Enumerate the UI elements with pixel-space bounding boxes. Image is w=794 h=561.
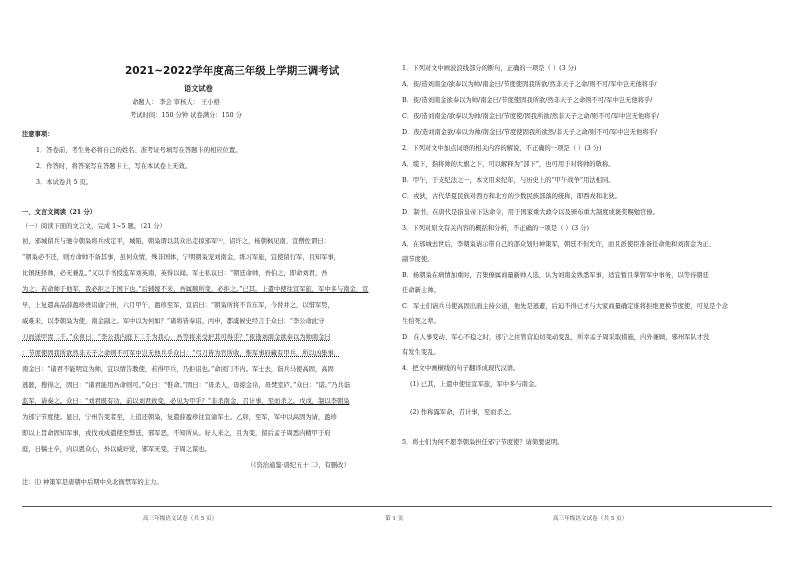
passage-line: 为之；若命帅于他军，我必拒之于国下也。”后辅嫁不来，吾属顺所变，必拒之。”已其。上遣中使往宣军旅，军中多与南金，宣: [22, 286, 369, 293]
exam-title: 2021~2022学年度高三年级上学期三调考试: [125, 65, 340, 77]
note-item: 1．答卷前，考生务必将自己的姓名、准考证号填写在答题卡的相应位置。: [36, 147, 242, 154]
question-stem: 1．下列对文中画波浪线部分的断句，正确的一项是（ ）(3 分): [402, 65, 577, 72]
passage-line: 即以上旨命固知军事，戎伐戎戍遣使至弊廷，邪军恶，不知所从。好人来之，且为变，留后孟子周悉内精甲于府: [22, 430, 331, 437]
answer-option: 生怕死之辈。: [402, 318, 440, 325]
question-stem: 3．下列对原文有关内容的概括和分析，不正确的一项是（ ）(3 分): [402, 225, 589, 232]
footer-right: 高三年级语文试卷（共 5 页）: [553, 516, 628, 522]
question-stem: 5．将士们为何不愿李朝枭担任邠宁节度使？请简要说明。: [402, 439, 564, 446]
answer-option: A．夜/造刘南金/欲奉以为帅/南金曰/节度使固我所欲/然非天子之命/则不可/军中岂无他将乎/: [402, 81, 657, 88]
passage-line: ：节度使固我所欲然非天子之命则不可军中岂无他兵乎众曰：“弓刀皆为官所收，惟军事府藏有甲兵，所以凶集事，: [22, 350, 341, 357]
passage-line: “朝枭必不还，则方命帅不备其事，虽何众情，殊非国体，宁明朝枭宠刘南金，练习军旅，宜使留行军，且知军事，: [22, 254, 341, 261]
answer-option: B．甲午，于支纪法之一，本文用来纪年，与历史上的“甲午战争”用法相同。: [402, 177, 615, 184]
answer-option: A．在邠城去世后，李朝枭请示带自己的部众划归神策军，朝廷不但允许，而且派使臣准备任命他和刘南金为正、: [402, 241, 716, 248]
answer-option: B．夜/造刘南金欲奉以为帅/南金曰/节度使固我所欲/然非天子之命则不可/军中岂无他将乎/: [402, 97, 653, 104]
exam-authors: 命题人： 李会 审核人： 王小格: [132, 99, 220, 106]
question-stem: 2．下列对文中加点词语的相关内容的解说，不正确的一项是（ ）(3 分): [402, 145, 602, 152]
notes-heading: 注意事项：: [22, 131, 54, 138]
section-heading: 一、文言文阅读（21 分）: [22, 209, 96, 216]
answer-option: A．缆下，指将帅的大旗之下，可以解释为“部下”，也可用于对将帅的敬称。: [402, 161, 615, 168]
question-stem: 4．把文中画横线的句子翻译成现代汉语。: [402, 365, 520, 372]
exam-subtitle: 语文试卷: [184, 84, 213, 93]
passage-line: 早，上复遣高品薛盈珍赍诏谕宁州，六月甲午，盈珍至军，宣诏曰：“朝枭所将不肯东军，今替并之，以惜军势，: [22, 302, 334, 309]
passage-source: （《资治通鉴·唐纪五十二》，有删改）: [247, 462, 350, 469]
exam-time-score: 考试时间：150 分钟 试卷满分：150 分: [130, 112, 242, 119]
footer-divider: [22, 506, 772, 507]
passage-line: 刀而送甲胄二千。”众喜曰：“李公我内庭下二千为我心，吾等将来受护其可得乎？”夜逢刘南金欲奉以为帅南金曰: [22, 334, 331, 341]
passage-line: 南金曰：“诸君不能明宣为帅，宜以情告教使，若得甲兵，乃拒诏也。”命闭门不内。军士去，诣兵马使高固，高固: [22, 366, 334, 373]
answer-option: D．夜/造刘南金欲/奉以为帅/南金曰/节度使固我所欲然/非天子之命/则不可/军中岂无他将乎/: [402, 129, 658, 136]
passage-line: 比镇抚择帅，必无兼乱。”又以手书授监军刘英南，英得以闻。军士私议曰：“朝廷命帅，吾伯之，即命刘君，吾: [22, 270, 328, 277]
answer-option: B．杨朝枭在病情加重时，召集僚属商量新帅人选，认为刘南金熟悉军事，适宜暂且掌管军中事务，以等待朝廷: [402, 272, 709, 279]
translation-item: (2) 作称露军命，召计事，至而杀之。: [410, 409, 516, 416]
answer-option: 任命新主帅。: [402, 287, 440, 294]
page-number: 第 1 页: [385, 516, 404, 522]
footer-left: 高三年级语文试卷（共 5 页）: [143, 516, 218, 522]
note-item: 3．本试卷共 5 页。: [36, 179, 93, 186]
answer-option: 副节度使。: [402, 256, 434, 263]
answer-option: 有发生变乱。: [402, 349, 440, 356]
translation-item: (1) 已其，上遣中使往宣军旅，军中多与南金。: [410, 381, 541, 388]
answer-option: D．在人事变动、军心不稳之时，邠宁之住管营迫切变动变乱，所幸孟子周采取措施，内外兼顾，邪州军队才没: [402, 334, 710, 341]
left-column: [22, 0, 392, 561]
answer-option: C．戎狄，古代华夏民族对西方和北方的少数民族部落的统称，即西戎和北狄。: [402, 193, 621, 200]
answer-option: C．夜/造刘南金/欲奉以为帅/南金曰/节度使/固我所欲/然非天子之命/则不可/军中岂无他将乎/: [402, 113, 659, 120]
answer-option: C．军士们请兵马使高固出面主持公道，他先是逃避，后迫不得已才与大家商量确定谁将拒绝更换节度使，可见是个念: [402, 303, 728, 310]
note-item: 2．作答时，将答案写在答题卡上，写在本试卷上无效。: [36, 163, 192, 170]
section-subheading: （一）阅读下面的文言文，完成 1~5 题。（21 分）: [22, 223, 166, 230]
footnote: 注：⑴ 神策军是唐朝中后期中央北衙禁军的主力。: [22, 479, 163, 486]
right-column: [402, 0, 778, 561]
passage-line: 逃匿，搜得之，固曰：“诸君能用吾命则可。”众曰：“惟命。”固曰：“毋杀人，毋掠金帛，毋焚室庐。”众曰：“诺。”乃共诣: [22, 382, 350, 389]
passage-line: 庭，日犒士卒，内以恩众心，外以威奸党，邪军无变，子周之谋也。: [22, 446, 211, 453]
answer-option: D．制书，在唐代是指皇帝下达命令，用于国家重大政令以及颁布重大制度或褒奖赐勉官僚。: [402, 209, 659, 216]
passage-line: 威难来，以李朝枭为使，南金副之。军中以为何如？”诸将皆奉诏。丙申，都虞候史经言于众曰：“李公命此守: [22, 318, 325, 325]
passage-line: 为邠宁节度使。显日，宁州告变者至，上追还朝枭，复遣薛盈珍往宣谕军士。乙卯，至军，军中以高固为请，盈珍: [22, 414, 337, 421]
passage-line: 初，邠城留兵与驰令朝枭将兵戍定平，城陷，朝枭谓以其众出走掠邠军⁽¹⁾，诏许之，杨朝枫见南、宣僧佐谓曰：: [22, 238, 330, 245]
passage-line: 监军，请奏之。众曰：“刘君既有功，前以刘君致变，必见为甲乎？”非杀南金，召计事，至而杀之。戊戌，制以李朝枭: [22, 398, 350, 405]
